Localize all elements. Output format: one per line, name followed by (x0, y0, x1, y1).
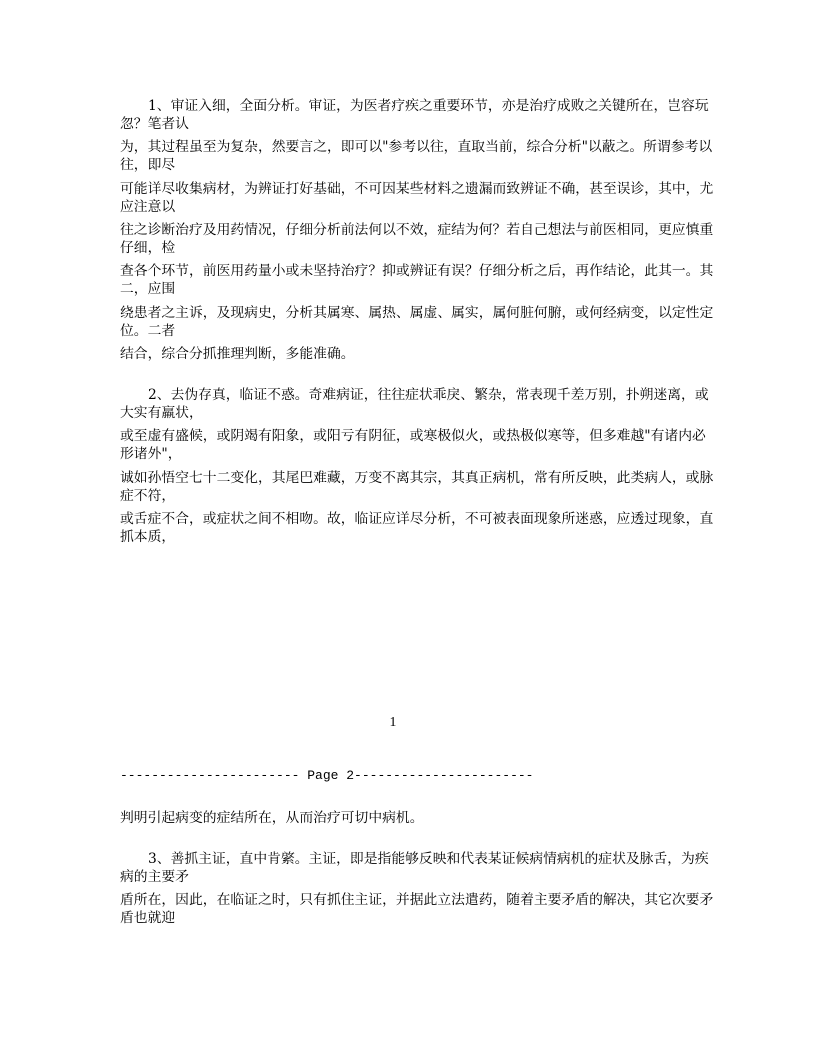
paragraph: 或至虚有盛候，或阴竭有阳象，或阳亏有阴征，或寒极似火，或热极似寒等，但多难越"有诸内必形诸外"， (120, 428, 706, 462)
paragraph: 诚如孙悟空七十二变化，其尾巴难藏，万变不离其宗，其真正病机，常有所反映，此类病人，或脉症不符， (120, 470, 714, 504)
paragraph: 为，其过程虽至为复杂，然要言之，即可以"参考以往，直取当前，综合分析"以蔽之。所谓参考以往，即尽 (120, 139, 713, 173)
paragraph: 绕患者之主诉，及现病史，分析其属寒、属热、属虚、属实，属何脏何腑，或何经病变，以定性定位。二者 (120, 305, 714, 339)
paragraph: 结合，综合分抓推理判断，多能准确。 (120, 346, 355, 362)
paragraph: 盾所在，因此，在临证之时，只有抓住主证，并据此立法遣药，随着主要矛盾的解决，其它次要矛盾也就迎 (120, 892, 714, 926)
page-number: 1 (389, 714, 397, 729)
paragraph: 2、去伪存真，临证不惑。奇难病证，往往症状乖戾、繁杂，常表现千差万别，扑朔迷离，或大实有羸状， (120, 387, 709, 421)
paragraph: 可能详尽收集病材，为辨证打好基础，不可因某些材料之遗漏而致辨证不确，甚至误诊，其中，尤应注意以 (120, 181, 714, 215)
paragraph: 判明引起病变的症结所在，从而治疗可切中病机。 (120, 810, 424, 826)
paragraph: 往之诊断治疗及用药情况，仔细分析前法何以不效，症结为何？若自己想法与前医相同，更应慎重仔细，检 (120, 222, 714, 256)
paragraph: 1、审证入细，全面分析。审证，为医者疗疾之重要环节，亦是治疗成败之关键所在，岂容玩忽？笔者认 (120, 98, 709, 132)
page-divider: ----------------------- Page 2----------------------- (120, 768, 534, 783)
paragraph: 查各个环节，前医用药量小或未坚持治疗？抑或辨证有误？仔细分析之后，再作结论，此其一。其二，应围 (120, 263, 714, 297)
paragraph: 3、善抓主证，直中肯綮。主证，即是指能够反映和代表某证候病情病机的症状及脉舌，为疾病的主要矛 (120, 851, 709, 885)
paragraph: 或舌症不合，或症状之间不相吻。故，临证应详尽分析，不可被表面现象所迷惑，应透过现象，直抓本质， (120, 511, 714, 545)
